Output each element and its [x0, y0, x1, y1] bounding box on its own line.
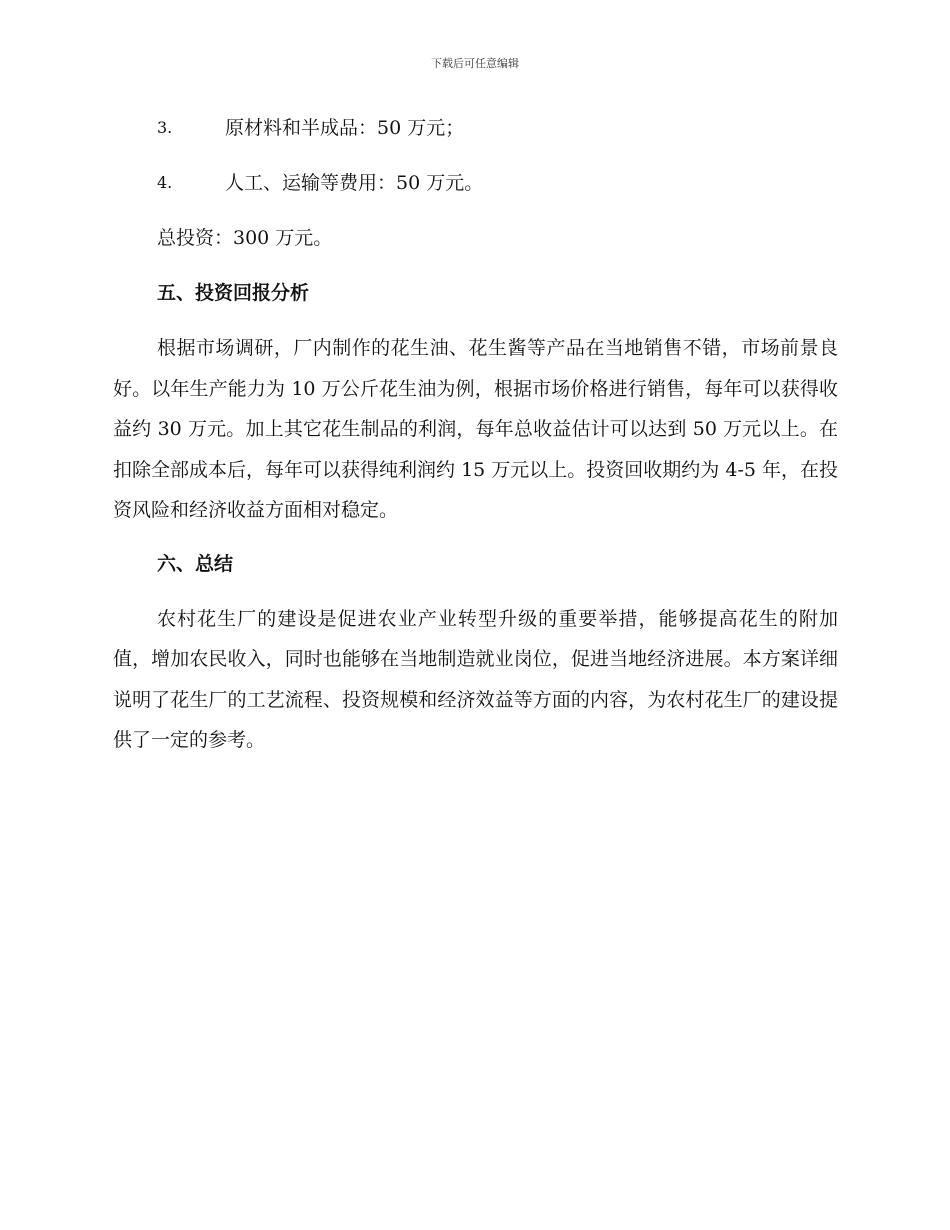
list-text: 人工、运输等费用：50 万元。 — [225, 172, 484, 194]
cost-item-labor-transport — [113, 163, 838, 218]
total-investment: 总投资：300 万元。 — [157, 227, 333, 249]
paragraph-summary: 农村花生厂的建设是促进农业产业转型升级的重要举措，能够提高花生的附加值，增加农民收入，同时也能够在当地制造就业岗位，促进当地经济进展。本方案详细说明了花生厂的工艺流程、投资规模和经济效益等方面的内容，为农村花生厂的建设提供了一定的参考。 — [113, 607, 838, 751]
cost-item-raw-materials — [113, 108, 838, 163]
list-text: 原材料和半成品：50 万元； — [225, 117, 465, 139]
page-header: 下载后可任意编辑 — [431, 57, 519, 70]
document-body — [113, 108, 838, 774]
list-number: 3. — [157, 118, 173, 137]
list-number: 4. — [157, 173, 173, 192]
paragraph-investment-return: 根据市场调研，厂内制作的花生油、花生酱等产品在当地销售不错，市场前景良好。以年生产能力为 10 万公斤花生油为例，根据市场价格进行销售，每年可以获得收益约 30 万元。加上其它花生制品的利润，每年总收益估计可以达到 50 万元以上。在扣除全部成本后，每年可以获得纯利润约 15 万元以上。投资回收期约为 4-5 年，在投资风险和经济收益方面相对稳定。 — [113, 337, 838, 521]
section-heading-investment-return: 五、投资回报分析 — [157, 282, 310, 304]
section-heading-summary: 六、总结 — [157, 552, 234, 575]
